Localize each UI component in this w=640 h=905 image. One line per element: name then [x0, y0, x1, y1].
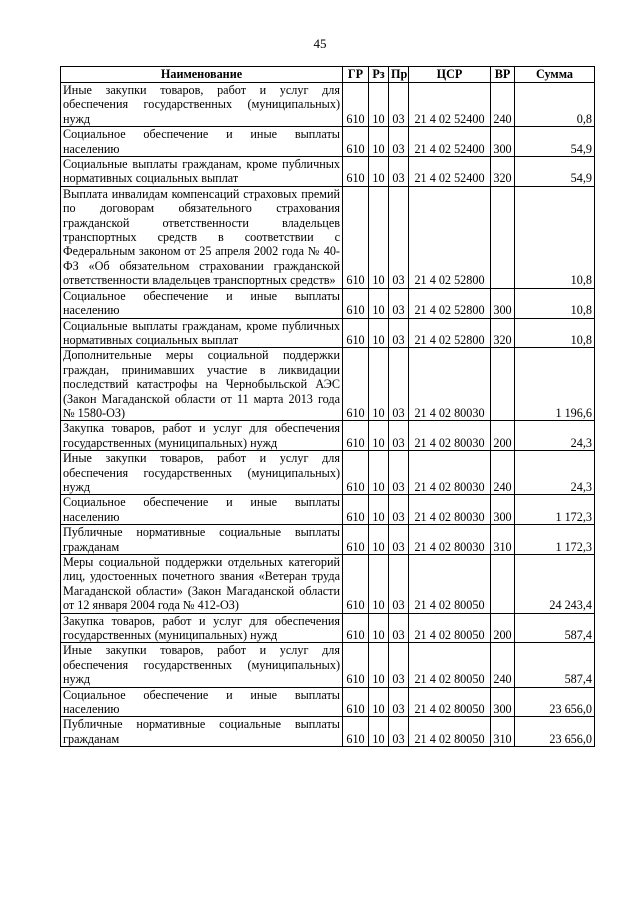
cell-sum: 10,8	[515, 288, 595, 318]
cell-csr: 21 4 02 80030	[409, 348, 491, 421]
cell-csr: 21 4 02 80030	[409, 495, 491, 525]
cell-sum: 1 172,3	[515, 525, 595, 555]
cell-name: Иные закупки товаров, работ и услуг для обеспечения государственных (муниципальных) нужд	[61, 643, 343, 687]
cell-pr: 03	[389, 451, 409, 495]
cell-name: Иные закупки товаров, работ и услуг для обеспечения государственных (муниципальных) нужд	[61, 451, 343, 495]
cell-gr: 610	[343, 555, 369, 614]
cell-pr: 03	[389, 421, 409, 451]
table-row	[61, 83, 595, 127]
cell-sum: 587,4	[515, 643, 595, 687]
cell-vr	[491, 348, 515, 421]
table-row	[61, 643, 595, 687]
cell-sum: 23 656,0	[515, 687, 595, 717]
cell-rz: 10	[369, 421, 389, 451]
cell-pr: 03	[389, 318, 409, 348]
column-header-rz: Рз	[369, 67, 389, 83]
cell-gr: 610	[343, 348, 369, 421]
cell-name: Выплата инвалидам компенсаций страховых премий по договорам обязательного страхования гражданской ответственности владельцев транспортных средств в соответствии с Федеральным законом от 25 апреля 2002 года № 40-ФЗ «Об обязательном страховании гражданской ответственности владельцев транспортных средств»	[61, 186, 343, 288]
table-row	[61, 451, 595, 495]
cell-vr	[491, 555, 515, 614]
cell-gr: 610	[343, 318, 369, 348]
cell-vr: 200	[491, 421, 515, 451]
cell-sum: 1 196,6	[515, 348, 595, 421]
budget-table	[60, 66, 595, 747]
cell-pr: 03	[389, 643, 409, 687]
cell-gr: 610	[343, 288, 369, 318]
table-row	[61, 525, 595, 555]
cell-vr: 240	[491, 451, 515, 495]
cell-name: Меры социальной поддержки отдельных категорий лиц, удостоенных почетного звания «Ветеран труда Магаданской области» (Закон Магаданской области от 12 января 2004 года № 412-ОЗ)	[61, 555, 343, 614]
cell-name: Социальное обеспечение и иные выплаты населению	[61, 288, 343, 318]
cell-name: Социальные выплаты гражданам, кроме публичных нормативных социальных выплат	[61, 157, 343, 187]
cell-csr: 21 4 02 52400	[409, 127, 491, 157]
cell-name: Социальное обеспечение и иные выплаты населению	[61, 687, 343, 717]
cell-sum: 587,4	[515, 613, 595, 643]
cell-pr: 03	[389, 348, 409, 421]
cell-vr: 200	[491, 613, 515, 643]
cell-gr: 610	[343, 83, 369, 127]
cell-sum: 0,8	[515, 83, 595, 127]
cell-gr: 610	[343, 717, 369, 747]
cell-name: Иные закупки товаров, работ и услуг для обеспечения государственных (муниципальных) нужд	[61, 83, 343, 127]
cell-rz: 10	[369, 687, 389, 717]
cell-sum: 23 656,0	[515, 717, 595, 747]
cell-csr: 21 4 02 80050	[409, 613, 491, 643]
cell-rz: 10	[369, 717, 389, 747]
cell-csr: 21 4 02 52800	[409, 186, 491, 288]
cell-csr: 21 4 02 80050	[409, 643, 491, 687]
cell-vr: 320	[491, 157, 515, 187]
cell-csr: 21 4 02 52400	[409, 83, 491, 127]
cell-name: Социальное обеспечение и иные выплаты населению	[61, 127, 343, 157]
cell-rz: 10	[369, 613, 389, 643]
cell-vr: 300	[491, 495, 515, 525]
cell-pr: 03	[389, 717, 409, 747]
cell-name: Публичные нормативные социальные выплаты гражданам	[61, 525, 343, 555]
cell-pr: 03	[389, 613, 409, 643]
cell-csr: 21 4 02 52800	[409, 288, 491, 318]
table-body	[61, 83, 595, 747]
table-row	[61, 157, 595, 187]
cell-rz: 10	[369, 83, 389, 127]
cell-csr: 21 4 02 80030	[409, 451, 491, 495]
cell-gr: 610	[343, 127, 369, 157]
cell-sum: 54,9	[515, 157, 595, 187]
cell-pr: 03	[389, 525, 409, 555]
cell-rz: 10	[369, 348, 389, 421]
cell-csr: 21 4 02 80050	[409, 687, 491, 717]
cell-sum: 24,3	[515, 421, 595, 451]
column-header-gr: ГР	[343, 67, 369, 83]
table-row	[61, 555, 595, 614]
column-header-name: Наименование	[61, 67, 343, 83]
cell-gr: 610	[343, 157, 369, 187]
cell-name: Публичные нормативные социальные выплаты гражданам	[61, 717, 343, 747]
cell-vr	[491, 186, 515, 288]
cell-rz: 10	[369, 525, 389, 555]
cell-pr: 03	[389, 127, 409, 157]
cell-sum: 1 172,3	[515, 495, 595, 525]
cell-vr: 310	[491, 717, 515, 747]
cell-rz: 10	[369, 318, 389, 348]
cell-vr: 300	[491, 687, 515, 717]
cell-csr: 21 4 02 80030	[409, 525, 491, 555]
cell-csr: 21 4 02 80050	[409, 555, 491, 614]
table-row	[61, 186, 595, 288]
cell-sum: 10,8	[515, 186, 595, 288]
cell-name: Закупка товаров, работ и услуг для обеспечения государственных (муниципальных) нужд	[61, 613, 343, 643]
column-header-pr: Пр	[389, 67, 409, 83]
table-row	[61, 687, 595, 717]
column-header-csr: ЦСР	[409, 67, 491, 83]
cell-pr: 03	[389, 186, 409, 288]
table-row	[61, 613, 595, 643]
cell-rz: 10	[369, 127, 389, 157]
cell-gr: 610	[343, 613, 369, 643]
cell-sum: 10,8	[515, 318, 595, 348]
cell-pr: 03	[389, 83, 409, 127]
cell-csr: 21 4 02 80050	[409, 717, 491, 747]
column-header-vr: ВР	[491, 67, 515, 83]
cell-vr: 240	[491, 83, 515, 127]
cell-csr: 21 4 02 52400	[409, 157, 491, 187]
page-number: 45	[313, 36, 327, 51]
cell-gr: 610	[343, 687, 369, 717]
cell-pr: 03	[389, 288, 409, 318]
cell-pr: 03	[389, 157, 409, 187]
table-row	[61, 421, 595, 451]
cell-rz: 10	[369, 451, 389, 495]
cell-name: Социальное обеспечение и иные выплаты населению	[61, 495, 343, 525]
cell-pr: 03	[389, 495, 409, 525]
cell-gr: 610	[343, 525, 369, 555]
cell-rz: 10	[369, 495, 389, 525]
cell-vr: 300	[491, 127, 515, 157]
cell-rz: 10	[369, 157, 389, 187]
cell-rz: 10	[369, 186, 389, 288]
cell-vr: 240	[491, 643, 515, 687]
cell-gr: 610	[343, 186, 369, 288]
cell-rz: 10	[369, 555, 389, 614]
cell-vr: 300	[491, 288, 515, 318]
table-row	[61, 348, 595, 421]
cell-csr: 21 4 02 52800	[409, 318, 491, 348]
table-row	[61, 495, 595, 525]
cell-gr: 610	[343, 495, 369, 525]
cell-pr: 03	[389, 555, 409, 614]
cell-pr: 03	[389, 687, 409, 717]
cell-sum: 54,9	[515, 127, 595, 157]
cell-sum: 24,3	[515, 451, 595, 495]
table-row	[61, 717, 595, 747]
cell-sum: 24 243,4	[515, 555, 595, 614]
cell-name: Социальные выплаты гражданам, кроме публичных нормативных социальных выплат	[61, 318, 343, 348]
table-row	[61, 127, 595, 157]
cell-gr: 610	[343, 421, 369, 451]
cell-name: Дополнительные меры социальной поддержки граждан, принимавших участие в ликвидации последствий катастрофы на Чернобыльской АЭС (Закон Магаданской области от 11 марта 2013 года № 1580-ОЗ)	[61, 348, 343, 421]
cell-name: Закупка товаров, работ и услуг для обеспечения государственных (муниципальных) нужд	[61, 421, 343, 451]
cell-gr: 610	[343, 451, 369, 495]
table-row	[61, 288, 595, 318]
cell-vr: 310	[491, 525, 515, 555]
cell-vr: 320	[491, 318, 515, 348]
cell-csr: 21 4 02 80030	[409, 421, 491, 451]
column-header-sum: Сумма	[515, 67, 595, 83]
table-row	[61, 318, 595, 348]
cell-gr: 610	[343, 643, 369, 687]
cell-rz: 10	[369, 643, 389, 687]
cell-rz: 10	[369, 288, 389, 318]
table-header	[61, 67, 595, 83]
